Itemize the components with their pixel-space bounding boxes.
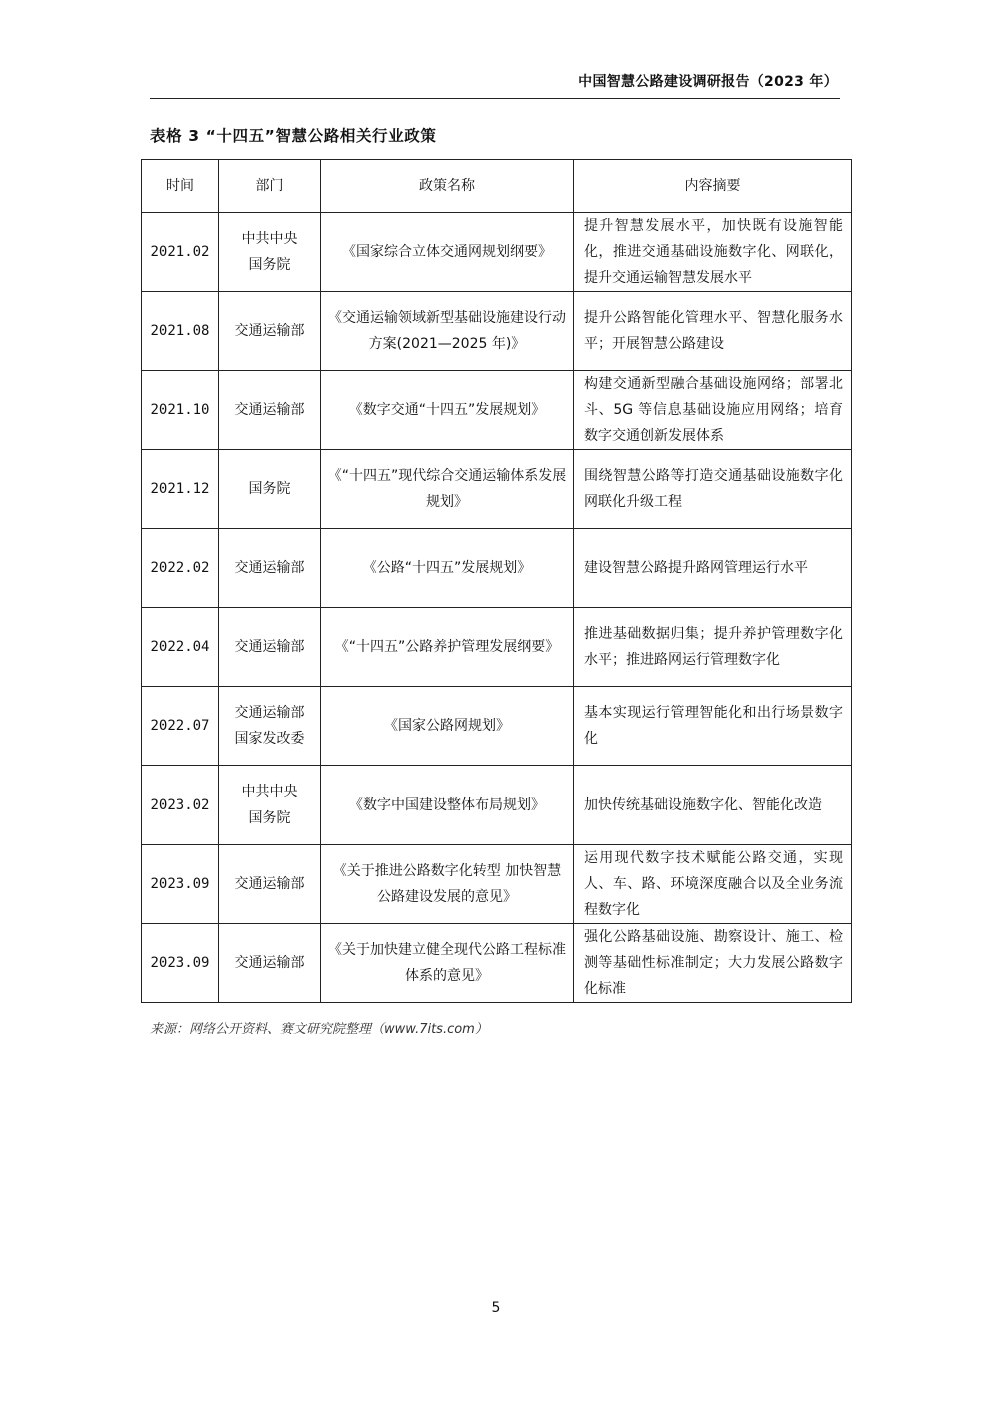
cell-summary: 提升公路智能化管理水平、智慧化服务水平；开展智慧公路建设 [574,292,852,371]
cell-dept [219,687,321,766]
table-row [142,371,852,450]
cell-summary: 构建交通新型融合基础设施网络；部署北斗、5G 等信息基础设施应用网络；培育数字交通创新发展体系 [574,371,852,450]
table-row [142,608,852,687]
cell-policy-name: 《数字交通“十四五”发展规划》 [321,371,574,450]
cell-summary: 提升智慧发展水平，加快既有设施智能化，推进交通基础设施数字化、网联化，提升交通运输智慧发展水平 [574,213,852,292]
dept-line: 国务院 [248,810,291,826]
cell-date: 2021.02 [142,213,219,292]
cell-summary: 加快传统基础设施数字化、智能化改造 [574,766,852,845]
cell-policy-name: 《关于加快建立健全现代公路工程标准体系的意见》 [321,924,574,1003]
table-row [142,924,852,1003]
cell-policy-name: 《公路“十四五”发展规划》 [321,529,574,608]
dept-line: 交通运输部 [234,560,305,576]
table-row [142,529,852,608]
dept-line: 国务院 [248,257,291,273]
cell-summary: 推进基础数据归集；提升养护管理数字化水平；推进路网运行管理数字化 [574,608,852,687]
table-header-row [142,160,852,213]
cell-date: 2021.10 [142,371,219,450]
table-row [142,687,852,766]
report-title: 中国智慧公路建设调研报告（2023 年） [578,74,838,90]
table-caption: 表格 3 “十四五”智慧公路相关行业政策 [150,127,437,145]
policy-table [141,159,852,1003]
table-row [142,766,852,845]
table-row [142,845,852,924]
cell-policy-name: 《“十四五”公路养护管理发展纲要》 [321,608,574,687]
cell-dept [219,292,321,371]
header-summary: 内容摘要 [574,160,852,213]
dept-line: 交通运输部 [234,876,305,892]
page-header [150,68,840,99]
dept-line: 中共中央 [241,231,298,247]
cell-summary: 强化公路基础设施、勘察设计、施工、检测等基础性标准制定；大力发展公路数字化标准 [574,924,852,1003]
dept-line: 交通运输部 [234,705,305,721]
cell-dept [219,371,321,450]
cell-dept [219,766,321,845]
cell-summary: 基本实现运行管理智能化和出行场景数字化 [574,687,852,766]
dept-line: 中共中央 [241,784,298,800]
dept-line: 国务院 [248,481,291,497]
cell-date: 2022.04 [142,608,219,687]
cell-policy-name: 《交通运输领域新型基础设施建设行动方案(2021—2025 年)》 [321,292,574,371]
cell-date: 2021.08 [142,292,219,371]
cell-policy-name: 《数字中国建设整体布局规划》 [321,766,574,845]
cell-date: 2021.12 [142,450,219,529]
cell-policy-name: 《国家综合立体交通网规划纲要》 [321,213,574,292]
dept-line: 交通运输部 [234,955,305,971]
header-dept: 部门 [219,160,321,213]
cell-summary: 建设智慧公路提升路网管理运行水平 [574,529,852,608]
cell-summary: 运用现代数字技术赋能公路交通，实现人、车、路、环境深度融合以及全业务流程数字化 [574,845,852,924]
cell-policy-name: 《关于推进公路数字化转型 加快智慧公路建设发展的意见》 [321,845,574,924]
cell-date: 2023.09 [142,924,219,1003]
table-row [142,213,852,292]
dept-line: 交通运输部 [234,639,305,655]
table-row [142,450,852,529]
cell-dept [219,608,321,687]
cell-summary: 围绕智慧公路等打造交通基础设施数字化网联化升级工程 [574,450,852,529]
cell-dept [219,845,321,924]
cell-policy-name: 《“十四五”现代综合交通运输体系发展规划》 [321,450,574,529]
header-policy-name: 政策名称 [321,160,574,213]
cell-dept [219,529,321,608]
cell-dept [219,213,321,292]
page-number: 5 [491,1300,501,1316]
dept-line: 国家发改委 [234,731,305,747]
cell-date: 2022.02 [142,529,219,608]
source-note: 来源：网络公开资料、赛文研究院整理（www.7its.com） [150,1022,488,1037]
dept-line: 交通运输部 [234,402,305,418]
cell-dept [219,450,321,529]
cell-dept [219,924,321,1003]
cell-date: 2023.02 [142,766,219,845]
cell-policy-name: 《国家公路网规划》 [321,687,574,766]
dept-line: 交通运输部 [234,323,305,339]
header-date: 时间 [142,160,219,213]
cell-date: 2022.07 [142,687,219,766]
cell-date: 2023.09 [142,845,219,924]
table-row [142,292,852,371]
